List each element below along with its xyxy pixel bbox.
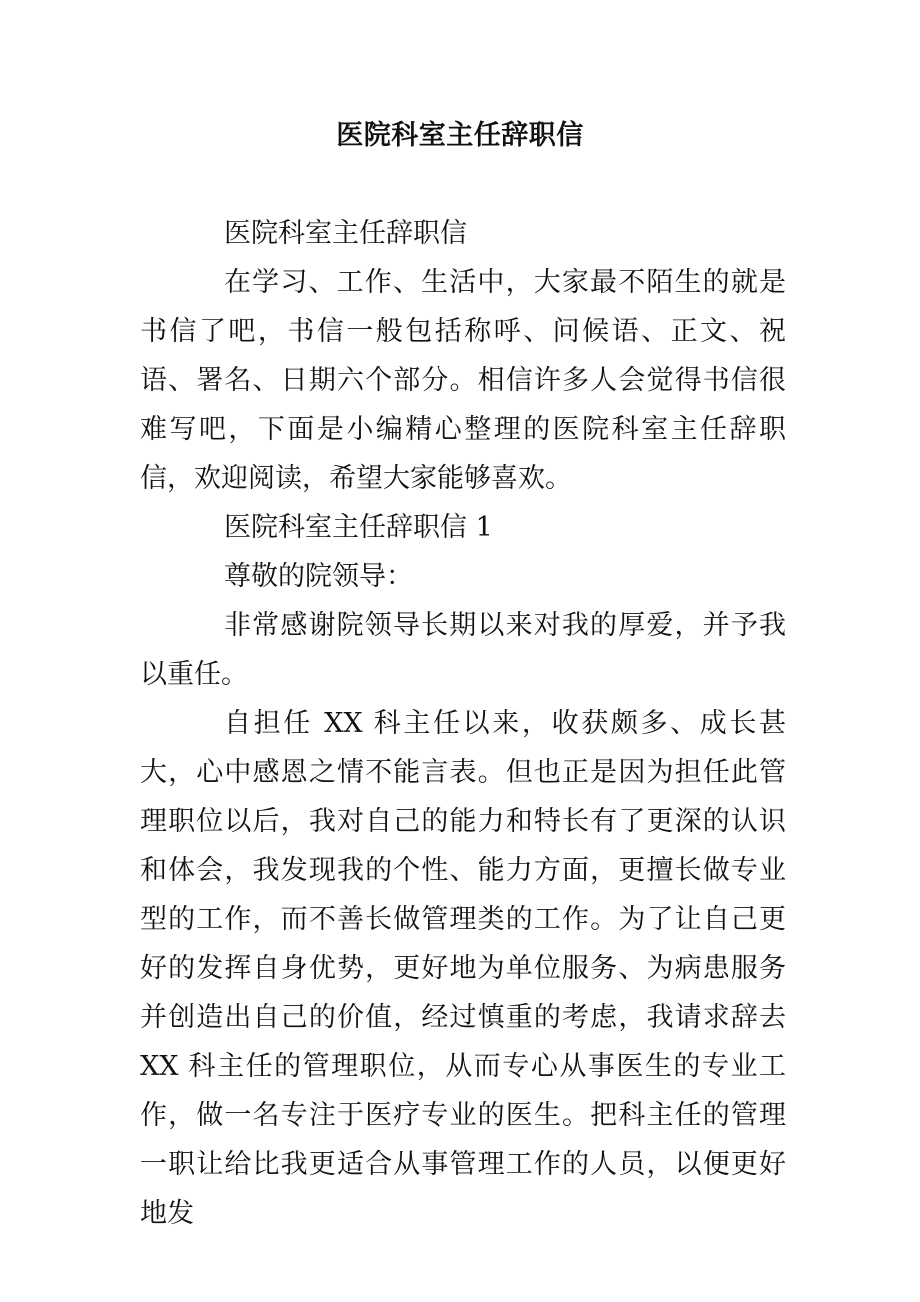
paragraph-thanks: 非常感谢院领导长期以来对我的厚爱，并予我以重任。 bbox=[140, 610, 786, 690]
document-title: 医院科室主任辞职信 bbox=[336, 120, 584, 151]
paragraph-letter-heading: 医院科室主任辞职信 1 bbox=[224, 512, 493, 543]
paragraph-body: 自担任 XX 科主任以来，收获颇多、成长甚大，心中感恩之情不能言表。但也正是因为担任此管理职位以后，我对自己的能力和特长有了更深的认识和体会，我发现我的个性、能力方面，更擅长做专业型的工作，而不善长做管理类的工作。为了让自己更好的发挥自身优势，更好地为单位服务、为病患服务并创造出自己的价值，经过慎重的考虑，我请求辞去 XX 科主任的管理职位，从而专心从事医生的专业工作，做一名专注于医疗专业的医生。把科主任的管理一职让给比我更适合从事管理工作的人员，以便更好地发 bbox=[140, 708, 786, 1229]
paragraph-heading: 医院科室主任辞职信 bbox=[224, 218, 467, 249]
paragraph-salutation: 尊敬的院领导： bbox=[224, 561, 413, 592]
document-body bbox=[140, 209, 786, 1238]
paragraph-intro: 在学习、工作、生活中，大家最不陌生的就是书信了吧，书信一般包括称呼、问候语、正文、祝语、署名、日期六个部分。相信许多人会觉得书信很难写吧，下面是小编精心整理的医院科室主任辞职信，欢迎阅读，希望大家能够喜欢。 bbox=[140, 267, 786, 494]
